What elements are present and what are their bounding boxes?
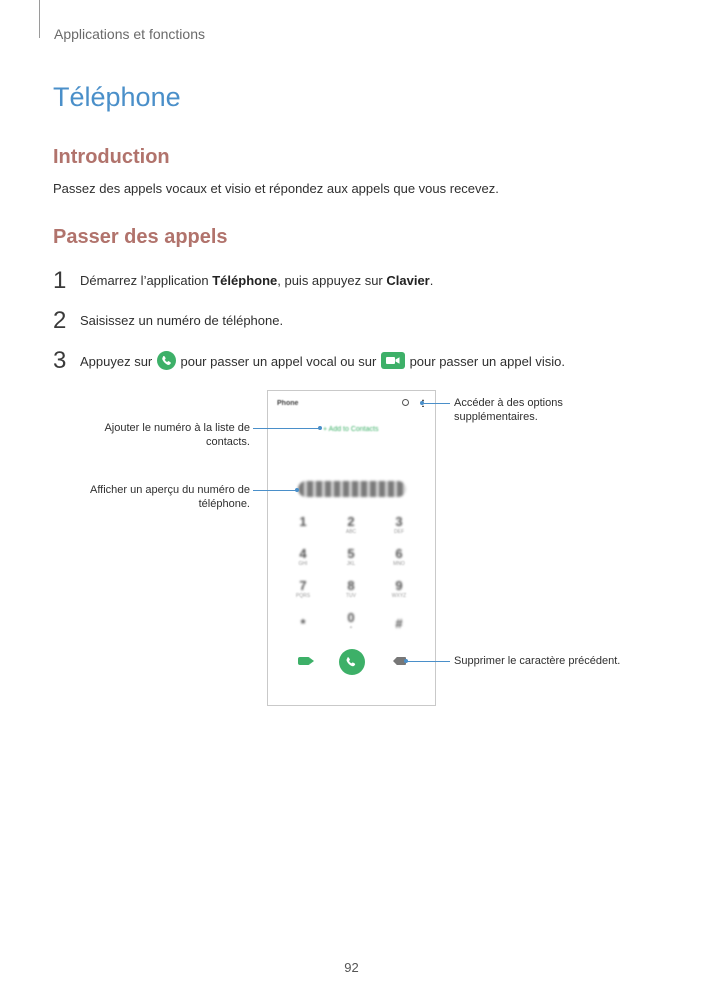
callout-add-contact: Ajouter le numéro à la liste de contacts. — [104, 422, 250, 448]
video-call-icon — [381, 352, 405, 369]
key-8[interactable] — [340, 579, 362, 601]
key-letters: + — [349, 625, 353, 631]
phone-screenshot — [267, 390, 436, 706]
key-digit: 6 — [395, 546, 403, 561]
step-number: 1 — [53, 267, 67, 294]
introduction-heading: Introduction — [53, 146, 170, 168]
search-icon[interactable] — [402, 399, 409, 406]
key-9[interactable] — [388, 579, 410, 601]
key-letters: JKL — [346, 561, 356, 567]
add-to-contacts-label: Add to Contacts — [328, 426, 379, 433]
header-rule — [39, 0, 40, 38]
step-text-part: Appuyez sur — [80, 353, 156, 369]
key-hash[interactable] — [388, 617, 410, 639]
key-digit: 3 — [395, 514, 403, 529]
key-letters: TUV — [346, 593, 356, 599]
key-6[interactable] — [388, 547, 410, 569]
callout-line — [423, 403, 450, 404]
key-letters: PQRS — [295, 593, 311, 599]
key-digit: 1 — [299, 514, 307, 529]
step-text-part: pour passer un appel visio. — [405, 353, 565, 369]
step-number: 2 — [53, 307, 67, 334]
step-text — [80, 353, 565, 372]
add-to-contacts-button[interactable]: + Add to Contacts — [323, 426, 379, 433]
key-letters: WXYZ — [391, 593, 407, 599]
keypad-label-bold: Clavier — [386, 273, 430, 288]
callout-more-options: Accéder à des options supplémentaires. — [454, 397, 563, 423]
phone-app-name: Phone — [277, 400, 299, 407]
callout-line — [407, 661, 450, 662]
callout-number-preview: Afficher un aperçu du numéro de téléphone. — [89, 484, 250, 510]
calls-heading: Passer des appels — [53, 226, 228, 248]
step-text-part: pour passer un appel vocal ou sur — [176, 353, 380, 369]
callout-delete: Supprimer le caractère précédent. — [454, 655, 621, 667]
key-digit: 0 — [347, 610, 355, 625]
callout-dot — [295, 488, 299, 492]
key-2[interactable] — [340, 515, 362, 537]
phone-icon — [339, 649, 365, 675]
key-letters: ABC — [345, 529, 357, 535]
step-text-part: , puis appuyez sur — [277, 273, 387, 288]
app-name-bold: Téléphone — [212, 273, 278, 288]
key-digit: 2 — [347, 514, 355, 529]
step-text-part: Démarrez l’application — [80, 273, 213, 288]
key-7[interactable] — [292, 579, 314, 601]
key-digit: 9 — [395, 578, 403, 593]
key-1[interactable] — [292, 515, 314, 537]
introduction-text: Passez des appels vocaux et visio et répondez aux appels que vous recevez. — [53, 181, 499, 196]
key-digit: 8 — [347, 578, 355, 593]
key-letters: MNO — [393, 561, 405, 567]
key-digit: # — [395, 616, 403, 631]
key-letters: DEF — [394, 529, 404, 535]
key-digit: * — [300, 616, 306, 631]
callout-line — [253, 490, 297, 491]
page-number: 92 — [344, 960, 359, 975]
voice-call-icon — [157, 351, 176, 370]
key-digit: 7 — [299, 578, 307, 593]
key-digit: 4 — [299, 546, 307, 561]
key-0[interactable] — [340, 611, 362, 633]
step-number: 3 — [53, 347, 67, 374]
call-button[interactable] — [339, 649, 365, 675]
step-text: Saisissez un numéro de téléphone. — [80, 313, 284, 328]
number-preview — [298, 481, 406, 497]
header-section-label: Applications et fonctions — [54, 26, 205, 42]
key-digit: 5 — [347, 546, 355, 561]
key-star[interactable] — [292, 617, 314, 639]
key-3[interactable] — [388, 515, 410, 537]
step-text-part: . — [429, 273, 434, 288]
key-letters: GHI — [298, 561, 308, 567]
video-call-button[interactable] — [298, 657, 310, 665]
step-text — [80, 273, 433, 288]
callout-dot — [318, 426, 322, 430]
page-title: Téléphone — [53, 82, 181, 112]
key-5[interactable] — [340, 547, 362, 569]
key-4[interactable] — [292, 547, 314, 569]
callout-line — [253, 428, 320, 429]
